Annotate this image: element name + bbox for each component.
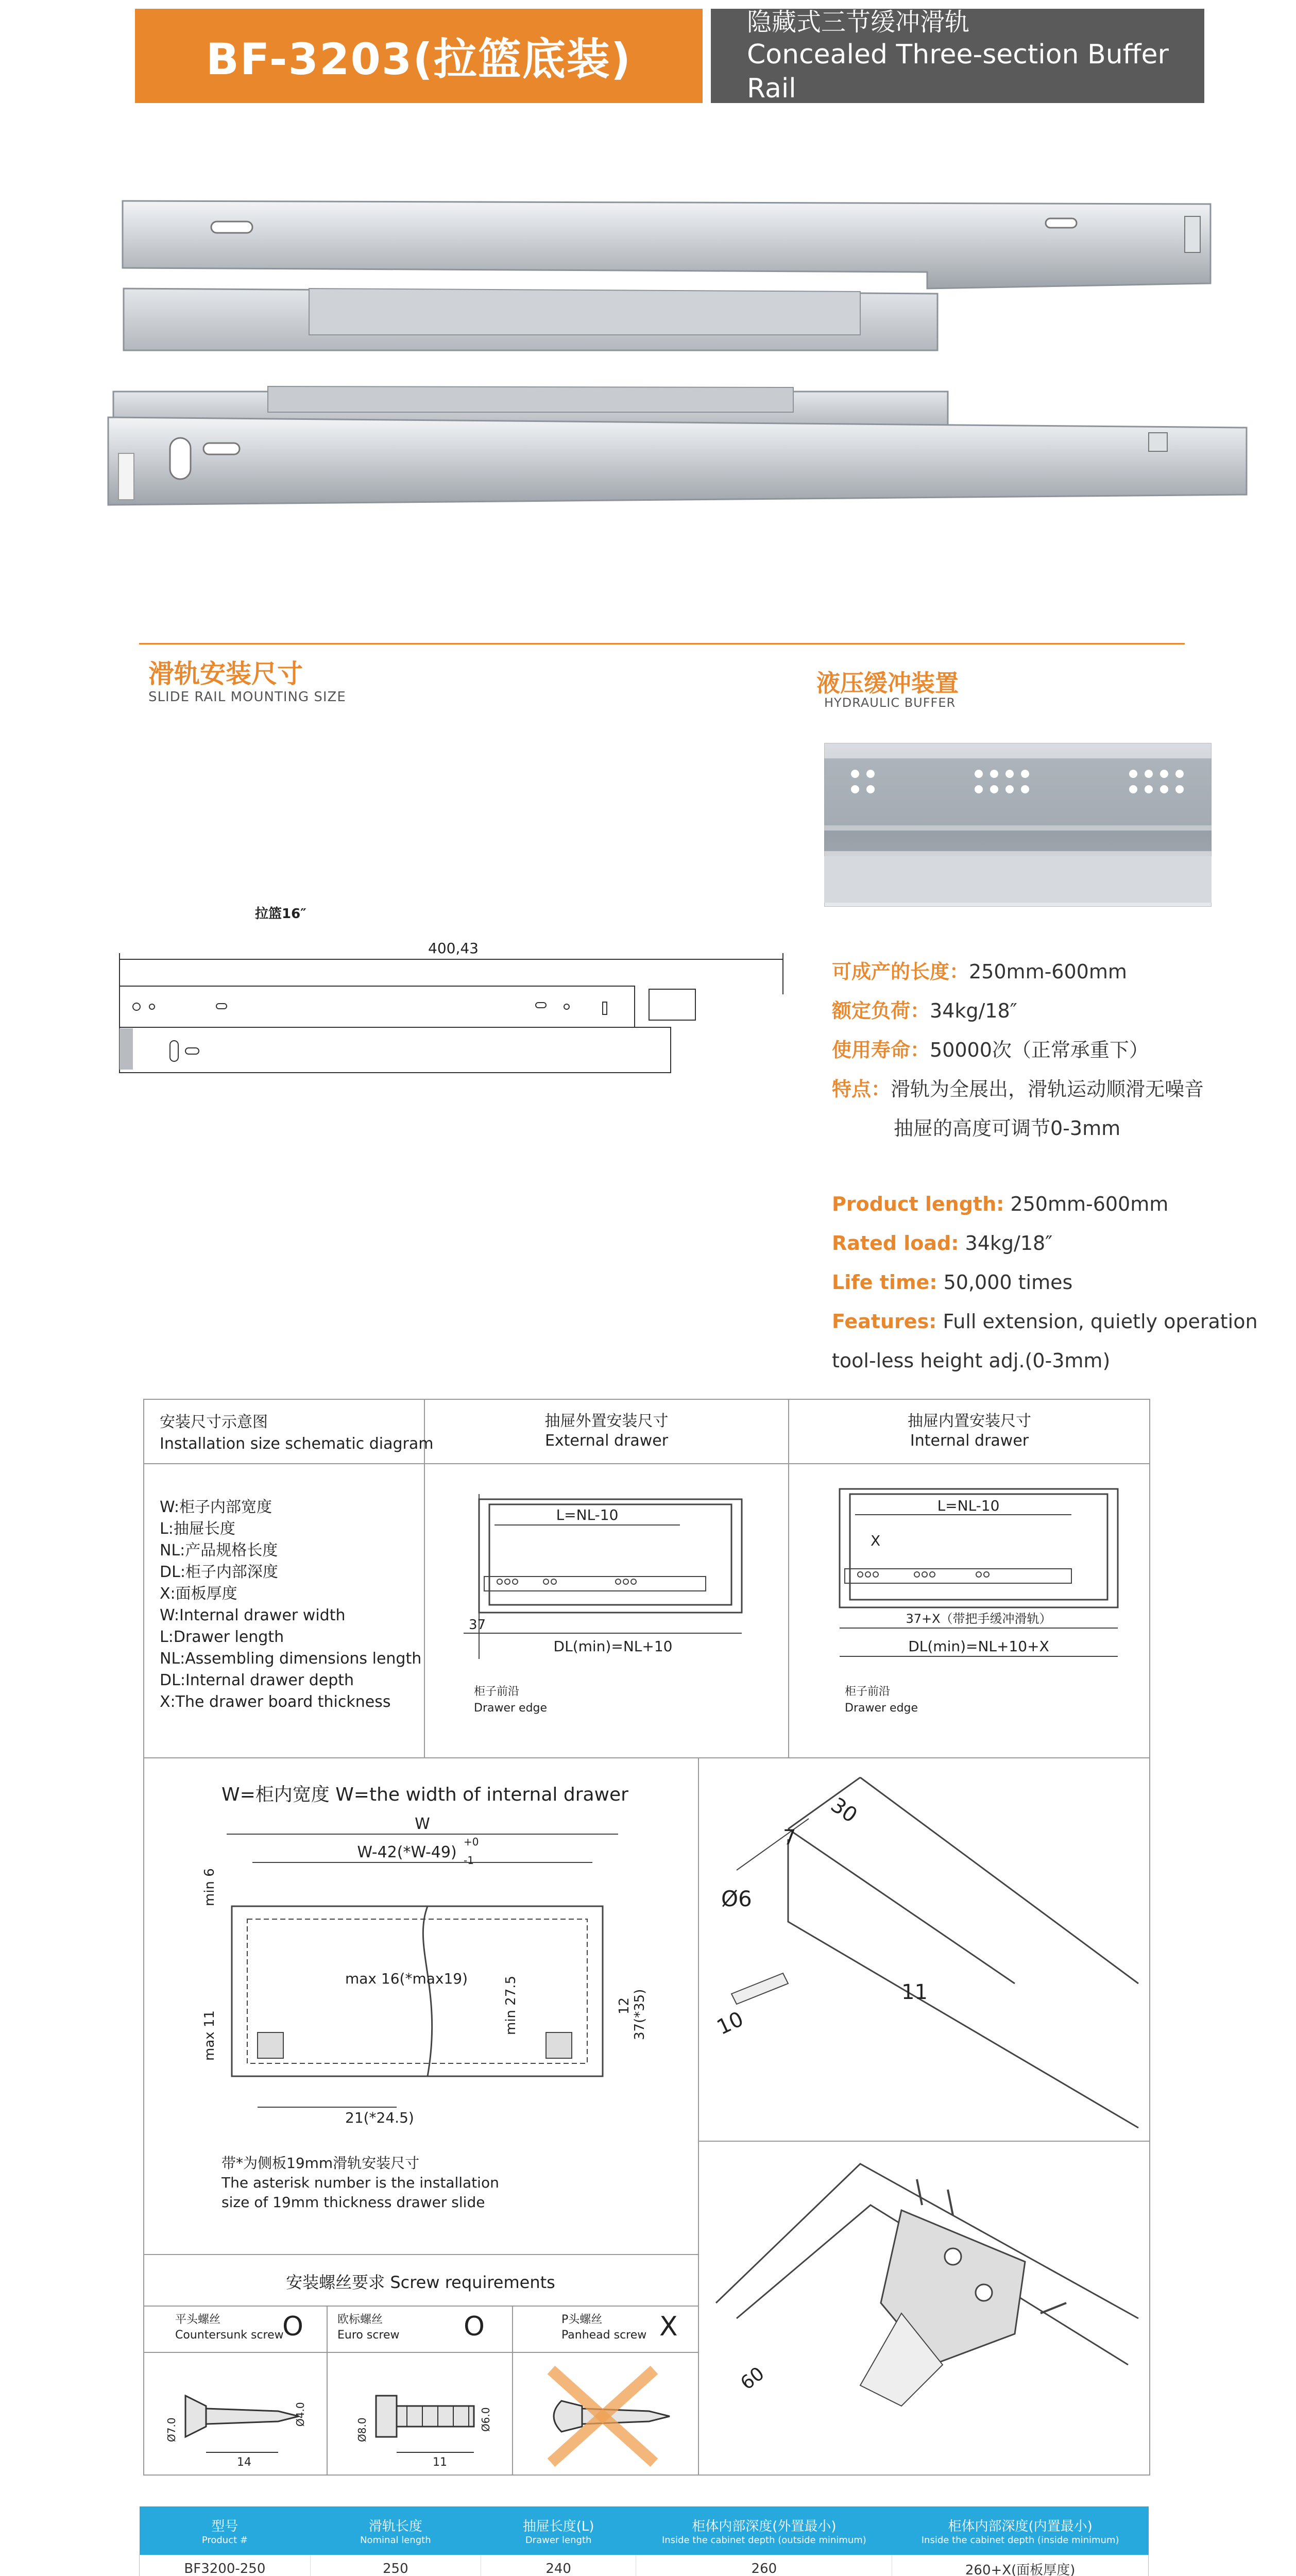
countersunk-screw-icon [155, 2365, 319, 2468]
install-col1-header: 安装尺寸示意图 Installation size schematic diagram [160, 1413, 434, 1453]
spec-cn-line: 可成产的长度：250mm-600mm [832, 960, 1127, 983]
svg-text:柜子前沿: 柜子前沿 [845, 1685, 891, 1698]
euro-screw-icon [340, 2365, 505, 2468]
screw-title: 安装螺丝要求 Screw requirements [286, 2273, 555, 2292]
specs-en [832, 1193, 1258, 1388]
svg-text:Ø6: Ø6 [721, 1886, 752, 1911]
drill-drawing [706, 1767, 1144, 2138]
svg-text:Ø8.0: Ø8.0 [356, 2417, 368, 2442]
spec-en-extra: tool-less height adj.(0-3mm) [832, 1349, 1111, 1372]
screw-panhead-mark: X [659, 2311, 678, 2342]
external-drawer-drawing [464, 1479, 752, 1721]
screw-euro-mark: O [464, 2311, 485, 2342]
bracket-drawing [706, 2148, 1144, 2468]
width-title: W=柜内宽度 W=the width of internal drawer [221, 1784, 628, 1805]
screw-euro-label: 欧标螺丝 Euro screw [337, 2313, 400, 2342]
buffer-title-cn: 液压缓冲装置 [816, 669, 959, 697]
product-table [139, 2506, 1149, 2576]
internal-drawer-drawing [824, 1473, 1133, 1731]
spec-en-line: Life time: 50,000 times [832, 1271, 1073, 1294]
buffer-title-en: HYDRAULIC BUFFER [824, 696, 956, 710]
svg-text:X: X [871, 1532, 881, 1549]
svg-text:37+X（带把手缓冲滑轨）: 37+X（带把手缓冲滑轨） [906, 1612, 1052, 1626]
width-note: 带*为侧板19mm滑轨安装尺寸 The asterisk number is the installation size of 19mm thickness drawer slide [221, 2155, 499, 2211]
spec-cn-line: 使用寿命：50000次（正常承重下） [832, 1039, 1149, 1061]
svg-text:12: 12 [617, 1997, 632, 2014]
svg-text:21(*24.5): 21(*24.5) [345, 2109, 414, 2126]
title-banner [711, 9, 1204, 103]
svg-text:Drawer edge: Drawer edge [474, 1702, 548, 1715]
model-banner [135, 9, 703, 103]
spec-cn-line: 额定负荷：34kg/18″ [832, 999, 1017, 1022]
install-legend: W:柜子内部宽度 L:抽屉长度 NL:产品规格长度 DL:柜子内部深度 X:面板厚度 W:Internal drawer width L:Drawer length NL:Assembling dimensions length DL:Internal drawer depth X:The drawer board thickness [160, 1498, 422, 1711]
svg-text:30: 30 [826, 1793, 862, 1828]
mounting-title-cn: 滑轨安装尺寸 [148, 659, 303, 689]
spec-cn-extra: 抽屉的高度可调节0-3mm [894, 1117, 1121, 1140]
spec-en-line: Product length: 250mm-600mm [832, 1193, 1169, 1215]
svg-text:W: W [415, 1815, 430, 1833]
th-drawer: 抽屉长度(L) Drawer length [481, 2506, 636, 2555]
spec-cn-line: 特点：滑轨为全展出，滑轨运动顺滑无噪音 [832, 1078, 1204, 1100]
title-en: Concealed Three-section Buffer Rail [747, 39, 1169, 104]
svg-text:DL(min)=NL+10+X: DL(min)=NL+10+X [908, 1638, 1049, 1655]
svg-text:max 16(*max19): max 16(*max19) [345, 1970, 468, 1987]
screw-panhead-label: P头螺丝 Panhead screw [561, 2313, 647, 2342]
svg-text:W-42(*W-49): W-42(*W-49) [357, 1843, 457, 1861]
title-cn: 隐藏式三节缓冲滑轨 [747, 7, 970, 37]
spec-en-line: Rated load: 34kg/18″ [832, 1232, 1053, 1255]
svg-text:14: 14 [237, 2456, 251, 2468]
svg-text:max 11: max 11 [202, 2010, 217, 2061]
svg-text:Ø7.0: Ø7.0 [165, 2417, 178, 2442]
svg-text:L=NL-10: L=NL-10 [937, 1497, 1000, 1514]
screw-label-line [143, 2352, 698, 2353]
rail-product-image [103, 185, 1257, 526]
svg-text:DL(min)=NL+10: DL(min)=NL+10 [553, 1638, 673, 1655]
svg-text:Ø4.0: Ø4.0 [294, 2402, 306, 2427]
svg-text:11: 11 [433, 2456, 447, 2468]
product-table-header [140, 2506, 1149, 2555]
table-row: BF3200-250 250 240 260 260+X(面板厚度) [140, 2555, 1149, 2576]
mounting-dimension-text: 400,43 [428, 940, 479, 957]
width-section-divider [698, 1758, 699, 2476]
svg-text:-1: -1 [464, 1854, 474, 1867]
svg-text:7: 7 [783, 1826, 796, 1850]
svg-text:Ø6.0: Ø6.0 [480, 2407, 492, 2432]
drill-divider [698, 2141, 1150, 2142]
spec-en-line: Features: Full extension, quietly operation [832, 1310, 1258, 1333]
install-divider [788, 1399, 789, 1758]
screw-top-line [143, 2254, 698, 2255]
width-drawing [191, 1814, 654, 2133]
svg-text:10: 10 [713, 2007, 747, 2040]
svg-text:37: 37 [469, 1617, 486, 1633]
model-title: BF-3203(拉篮底装) [206, 34, 632, 84]
svg-text:min 27.5: min 27.5 [503, 1975, 519, 2035]
section-divider [139, 643, 1185, 645]
screw-header-line [143, 2306, 698, 2307]
install-col3-header: 抽屉内置安装尺寸 Internal drawer [908, 1412, 1031, 1450]
svg-text:37(*35): 37(*35) [632, 1989, 647, 2040]
panhead-screw-icon [520, 2360, 690, 2473]
screw-divider [327, 2306, 328, 2476]
svg-text:Drawer edge: Drawer edge [845, 1702, 918, 1715]
install-header-line [143, 1463, 1150, 1464]
th-depth-inside: 柜体内部深度(内置最小) Inside the cabinet depth (inside minimum) [892, 2506, 1149, 2555]
svg-text:柜子前沿: 柜子前沿 [474, 1685, 520, 1698]
mounting-title-en: SLIDE RAIL MOUNTING SIZE [148, 689, 346, 705]
th-depth-outside: 柜体内部深度(外置最小) Inside the cabinet depth (outside minimum) [636, 2506, 892, 2555]
screw-countersunk-mark: O [282, 2311, 303, 2342]
svg-text:60: 60 [737, 2363, 769, 2395]
svg-text:11: 11 [901, 1980, 928, 2004]
th-product: 型号 Product # [140, 2506, 311, 2555]
buffer-photo [824, 743, 1212, 907]
basket-label: 拉篮16″ [255, 906, 306, 922]
svg-text:min 6: min 6 [202, 1868, 217, 1906]
specs-cn [832, 956, 1204, 1151]
mounting-drawing [113, 938, 804, 1082]
screw-divider [512, 2306, 513, 2476]
screw-countersunk-label: 平头螺丝 Countersunk screw [175, 2313, 284, 2342]
svg-text:+0: +0 [464, 1836, 479, 1848]
th-nominal: 滑轨长度 Nominal length [310, 2506, 481, 2555]
svg-text:L=NL-10: L=NL-10 [556, 1506, 619, 1523]
install-col2-header: 抽屉外置安装尺寸 External drawer [544, 1412, 669, 1450]
